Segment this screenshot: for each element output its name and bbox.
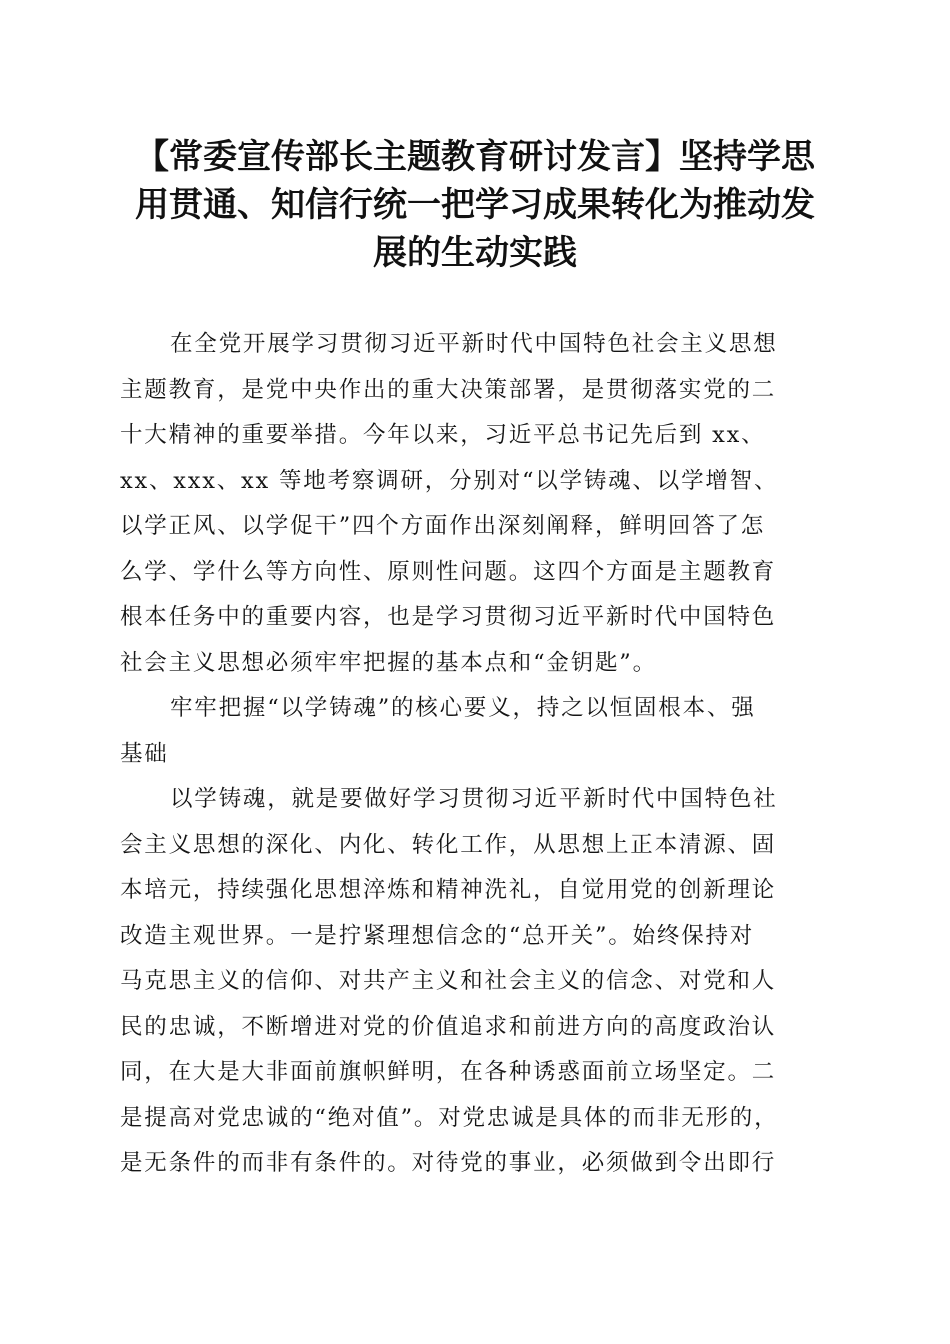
paragraph-body bbox=[120, 777, 832, 1187]
title-line: 用贯通、知信行统一把学习成果转化为推动发 bbox=[135, 185, 815, 225]
text-line: 根本任务中的重要内容，也是学习贯彻习近平新时代中国特色 bbox=[120, 604, 777, 630]
text-line: 以学正风、以学促干”四个方面作出深刻阐释，鲜明回答了怎 bbox=[120, 513, 766, 539]
text-line: 马克思主义的信仰、对共产主义和社会主义的信念、对党和人 bbox=[120, 968, 777, 994]
section-heading bbox=[120, 686, 832, 777]
text-line: 以学铸魂，就是要做好学习贯彻习近平新时代中国特色社 bbox=[170, 786, 778, 812]
text-line: 是无条件的而非有条件的。对待党的事业，必须做到令出即行 bbox=[120, 1150, 777, 1176]
text-line: 同，在大是大非面前旗帜鲜明，在各种诱惑面前立场坚定。二 bbox=[120, 1059, 777, 1085]
text-line: 在全党开展学习贯彻习近平新时代中国特色社会主义思想 bbox=[170, 331, 778, 357]
text-line: 基础 bbox=[120, 740, 169, 767]
text-line: 牢牢把握“以学铸魂”的核心要义，持之以恒固根本、强 bbox=[170, 695, 756, 721]
text-line: 么学、学什么等方向性、原则性问题。这四个方面是主题教育 bbox=[120, 558, 777, 585]
paragraph-intro bbox=[120, 322, 832, 686]
text-line: 十大精神的重要举措。今年以来，习近平总书记先后到 xx、 bbox=[120, 422, 766, 448]
text-line: 本培元，持续强化思想淬炼和精神洗礼，自觉用党的创新理论 bbox=[120, 877, 777, 903]
text-line: xx、xxx、xx 等地考察调研，分别对“以学铸魂、以学增智、 bbox=[120, 467, 779, 494]
text-line: 社会主义思想必须牢牢把握的基本点和“金钥匙”。 bbox=[120, 649, 657, 676]
text-line: 是提高对党忠诚的“绝对值”。对党忠诚是具体的而非无形的， bbox=[120, 1104, 779, 1131]
text-line: 会主义思想的深化、内化、转化工作，从思想上正本清源、固 bbox=[120, 831, 777, 858]
text-line: 民的忠诚，不断增进对党的价值追求和前进方向的高度政治认 bbox=[120, 1013, 777, 1040]
text-line: 主题教育，是党中央作出的重大决策部署，是贯彻落实党的二 bbox=[120, 376, 777, 403]
title-line: 展的生动实践 bbox=[373, 233, 577, 273]
document-title bbox=[110, 133, 840, 277]
document-body bbox=[120, 322, 832, 1187]
title-line: 【常委宣传部长主题教育研讨发言】坚持学思 bbox=[135, 137, 815, 177]
text-line: 改造主观世界。一是拧紧理想信念的“总开关”。始终保持对 bbox=[120, 922, 755, 949]
